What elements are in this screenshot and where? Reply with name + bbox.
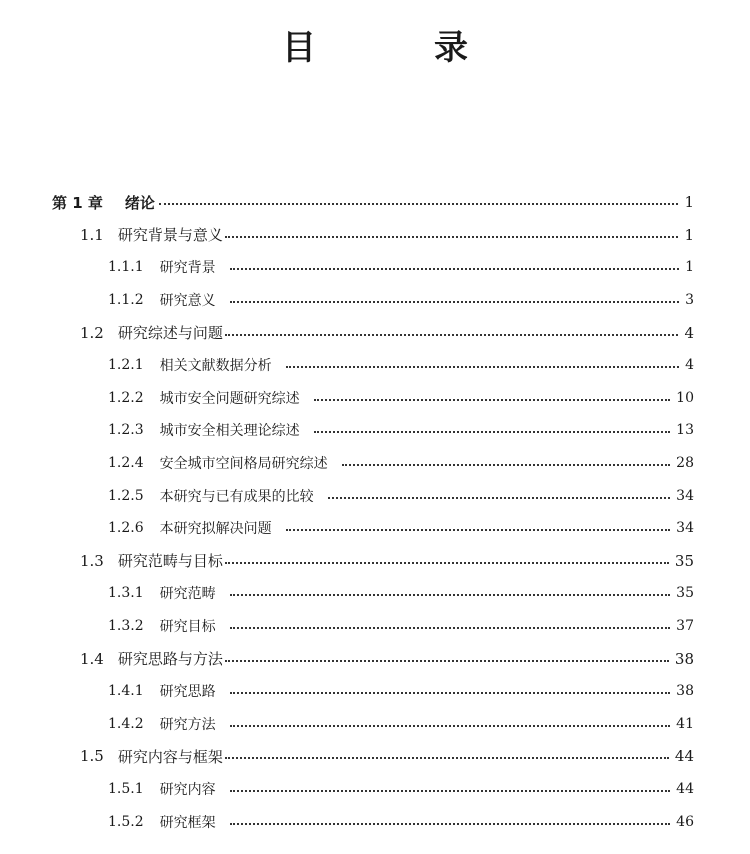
toc-entry-number: 1.5.1 bbox=[108, 780, 144, 797]
toc-entry-page-number: 38 bbox=[676, 683, 694, 700]
toc-entry-number: 第 1 章 bbox=[52, 193, 103, 212]
toc-entry-number: 1.5 bbox=[80, 747, 104, 766]
toc-chapter-row[interactable] bbox=[52, 186, 694, 219]
toc-entry-page-number: 44 bbox=[674, 747, 694, 766]
dot-leader bbox=[225, 334, 679, 336]
toc-entry-page-number: 38 bbox=[674, 649, 694, 668]
toc-entry-number: 1.4.1 bbox=[108, 683, 144, 700]
toc-entry-title: 研究背景与意义 bbox=[117, 226, 223, 245]
toc-subsection-row[interactable] bbox=[52, 382, 694, 415]
toc-subsection-row[interactable] bbox=[52, 251, 694, 284]
toc-entry-number: 1.2.4 bbox=[108, 455, 144, 472]
toc-subsection-row[interactable] bbox=[52, 447, 694, 480]
dot-leader bbox=[225, 757, 669, 759]
dot-leader bbox=[230, 301, 679, 303]
toc-entry-title: 研究背景 bbox=[159, 260, 216, 277]
toc-entry-number: 1.1 bbox=[80, 225, 104, 244]
toc-section-row[interactable] bbox=[52, 740, 694, 773]
toc-entry-number: 1.2.2 bbox=[108, 389, 144, 406]
dot-leader bbox=[230, 725, 671, 727]
toc-entry-page-number: 10 bbox=[676, 389, 694, 406]
toc-subsection-row[interactable] bbox=[52, 512, 694, 545]
toc-entry-title: 研究目标 bbox=[159, 619, 216, 636]
toc-entry-page-number: 46 bbox=[676, 813, 694, 830]
dot-leader bbox=[314, 399, 671, 401]
toc-subsection-row[interactable] bbox=[52, 284, 694, 317]
toc-entry-number: 1.5.2 bbox=[108, 813, 144, 830]
toc-subsection-row[interactable] bbox=[52, 805, 694, 838]
toc-entry-page-number: 34 bbox=[676, 487, 694, 504]
toc-section-row[interactable] bbox=[52, 316, 694, 349]
dot-leader bbox=[286, 529, 671, 531]
toc-entry-page-number: 35 bbox=[676, 585, 694, 602]
toc-entry-number: 1.4.2 bbox=[108, 715, 144, 732]
toc-entry-page-number: 13 bbox=[676, 422, 694, 439]
toc-entry-page-number: 44 bbox=[676, 780, 694, 797]
toc-section-row[interactable] bbox=[52, 642, 694, 675]
dot-leader bbox=[230, 790, 671, 792]
toc-entry-number: 1.1.1 bbox=[108, 259, 144, 276]
dot-leader bbox=[230, 692, 671, 694]
toc-entry-page-number: 3 bbox=[685, 292, 694, 309]
table-of-contents bbox=[52, 186, 694, 838]
toc-entry-title: 研究内容 bbox=[159, 781, 216, 798]
toc-entry-title: 绪论 bbox=[124, 193, 155, 212]
toc-entry-title: 研究框架 bbox=[159, 814, 216, 831]
toc-entry-title: 研究范畴 bbox=[159, 586, 216, 603]
toc-section-row[interactable] bbox=[52, 219, 694, 252]
toc-entry-page-number: 37 bbox=[676, 618, 694, 635]
toc-entry-page-number: 1 bbox=[684, 225, 694, 244]
dot-leader bbox=[159, 203, 679, 205]
toc-entry-page-number: 41 bbox=[676, 715, 694, 732]
toc-subsection-row[interactable] bbox=[52, 610, 694, 643]
toc-entry-number: 1.2.1 bbox=[108, 357, 144, 374]
toc-entry-title: 研究范畴与目标 bbox=[117, 552, 223, 571]
toc-entry-number: 1.1.2 bbox=[108, 292, 144, 309]
toc-subsection-row[interactable] bbox=[52, 577, 694, 610]
dot-leader bbox=[225, 660, 669, 662]
dot-leader bbox=[328, 497, 671, 499]
toc-entry-number: 1.2.6 bbox=[108, 520, 144, 537]
toc-subsection-row[interactable] bbox=[52, 675, 694, 708]
toc-entry-title: 本研究拟解决问题 bbox=[159, 521, 272, 538]
toc-entry-page-number: 4 bbox=[684, 323, 694, 342]
toc-subsection-row[interactable] bbox=[52, 349, 694, 382]
dot-leader bbox=[230, 823, 671, 825]
toc-entry-title: 研究思路 bbox=[159, 684, 216, 701]
dot-leader bbox=[230, 594, 671, 596]
toc-entry-page-number: 28 bbox=[676, 455, 694, 472]
toc-entry-title: 研究意义 bbox=[159, 293, 216, 310]
toc-entry-title: 安全城市空间格局研究综述 bbox=[159, 456, 328, 473]
toc-entry-number: 1.2.5 bbox=[108, 487, 144, 504]
toc-entry-number: 1.2 bbox=[80, 323, 104, 342]
toc-entry-title: 研究综述与问题 bbox=[117, 324, 223, 343]
toc-entry-number: 1.3.2 bbox=[108, 618, 144, 635]
toc-entry-page-number: 4 bbox=[685, 357, 694, 374]
toc-subsection-row[interactable] bbox=[52, 708, 694, 741]
dot-leader bbox=[225, 236, 679, 238]
toc-entry-number: 1.2.3 bbox=[108, 422, 144, 439]
toc-entry-page-number: 35 bbox=[674, 551, 694, 570]
toc-entry-title: 相关文献数据分析 bbox=[159, 358, 272, 375]
toc-subsection-row[interactable] bbox=[52, 773, 694, 806]
dot-leader bbox=[286, 366, 679, 368]
page-title: 目 录 bbox=[282, 28, 510, 68]
toc-entry-title: 城市安全问题研究综述 bbox=[159, 390, 300, 407]
toc-entry-page-number: 1 bbox=[685, 259, 694, 276]
toc-subsection-row[interactable] bbox=[52, 479, 694, 512]
dot-leader bbox=[225, 562, 669, 564]
toc-entry-page-number: 34 bbox=[676, 520, 694, 537]
toc-entry-title: 研究方法 bbox=[159, 716, 216, 733]
toc-entry-number: 1.3 bbox=[80, 551, 104, 570]
toc-entry-title: 研究内容与框架 bbox=[117, 747, 223, 766]
dot-leader bbox=[342, 464, 671, 466]
toc-entry-page-number: 1 bbox=[684, 193, 694, 212]
toc-section-row[interactable] bbox=[52, 545, 694, 578]
dot-leader bbox=[314, 431, 671, 433]
toc-entry-title: 城市安全相关理论综述 bbox=[159, 423, 300, 440]
toc-entry-number: 1.4 bbox=[80, 649, 104, 668]
toc-entry-title: 研究思路与方法 bbox=[117, 650, 223, 669]
toc-subsection-row[interactable] bbox=[52, 414, 694, 447]
toc-entry-number: 1.3.1 bbox=[108, 585, 144, 602]
dot-leader bbox=[230, 627, 671, 629]
dot-leader bbox=[230, 268, 679, 270]
toc-entry-title: 本研究与已有成果的比较 bbox=[159, 488, 314, 505]
